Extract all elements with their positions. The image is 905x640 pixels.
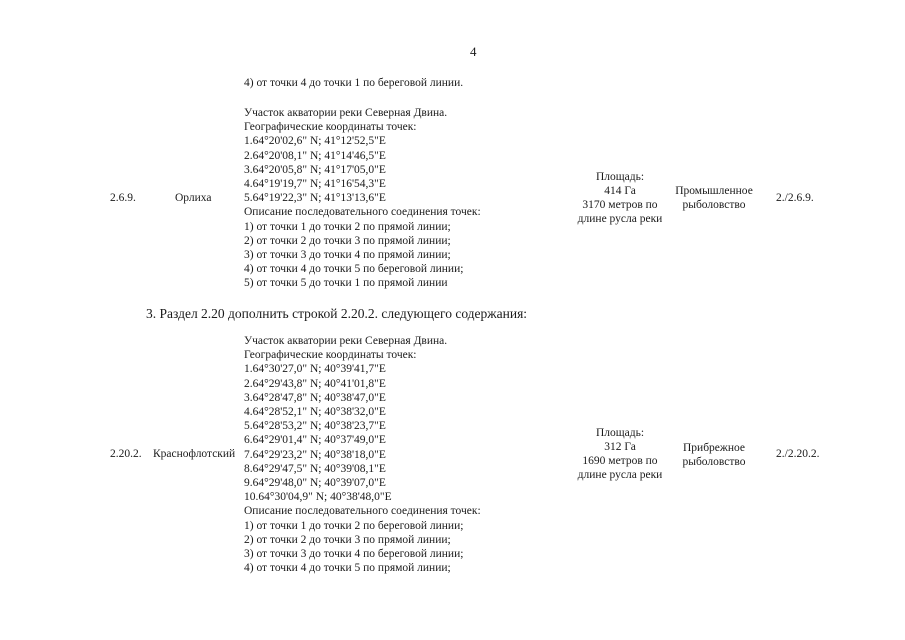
entry-name: Орлиха xyxy=(175,192,212,204)
description-line: 3) от точки 3 до точки 4 по береговой линии; xyxy=(244,548,464,560)
area-cell xyxy=(566,426,674,482)
use-type-line: Промышленное xyxy=(675,185,753,197)
description-line: 4) от точки 4 до точки 5 по прямой линии; xyxy=(244,562,451,575)
area-cell xyxy=(566,170,674,226)
description-line: 1.64°20'02,6" N; 41°12'52,5"E xyxy=(244,135,386,148)
description-line: 4.64°28'52,1" N; 40°38'32,0"E xyxy=(244,406,386,418)
description-line: Географические координаты точек: xyxy=(244,121,417,134)
area-line: длине русла реки xyxy=(577,213,663,225)
use-type-line: рыболовство xyxy=(682,199,746,211)
description-line: 5.64°19'22,3" N; 41°13'13,6"E xyxy=(244,192,386,205)
description-line: Географические координаты точек: xyxy=(244,349,417,362)
continuation-line: 4) от точки 4 до точки 1 по береговой линии. xyxy=(244,77,464,89)
description-line: 2.64°29'43,8" N; 40°41'01,8"E xyxy=(244,377,386,390)
description-line: 5.64°28'53,2" N; 40°38'23,7"E xyxy=(244,420,386,433)
description-line: 3) от точки 3 до точки 4 по прямой линии; xyxy=(244,249,451,261)
description-line: 1) от точки 1 до точки 2 по береговой линии; xyxy=(244,519,464,532)
area-line: Площадь: xyxy=(595,171,645,183)
area-line: 1690 метров по xyxy=(582,455,658,467)
page-number: 4 xyxy=(470,44,477,59)
description-line: 5) от точки 5 до точки 1 по прямой линии xyxy=(244,277,448,290)
area-line: длине русла реки xyxy=(577,469,663,481)
description-line: 2.64°20'08,1" N; 41°14'46,5"E xyxy=(244,149,386,162)
area-line: 414 Га xyxy=(604,185,636,197)
description-line: 2) от точки 2 до точки 3 по прямой линии; xyxy=(244,234,451,247)
description-line: 4.64°19'19,7" N; 41°16'54,3"E xyxy=(244,178,386,190)
description-line: 6.64°29'01,4" N; 40°37'49,0"E xyxy=(244,434,386,447)
reference-cell: 2./2.20.2. xyxy=(776,448,820,460)
use-type-line: рыболовство xyxy=(682,456,746,468)
use-type-cell xyxy=(664,441,764,469)
area-line: 312 Га xyxy=(604,441,636,453)
description-line: 8.64°29'47,5" N; 40°39'08,1"E xyxy=(244,462,386,475)
description-line: 4) от точки 4 до точки 5 по береговой линии; xyxy=(244,263,464,276)
description-line: 3.64°28'47,8" N; 40°38'47,0"E xyxy=(244,391,386,404)
area-line: Площадь: xyxy=(595,427,645,439)
description-line: 1) от точки 1 до точки 2 по прямой линии; xyxy=(244,220,451,233)
description-line: 2) от точки 2 до точки 3 по прямой линии; xyxy=(244,533,451,546)
description-line: 1.64°30'27,0" N; 40°39'41,7"E xyxy=(244,363,386,376)
description-line: 9.64°29'48,0" N; 40°39'07,0"E xyxy=(244,477,386,489)
reference-cell: 2./2.6.9. xyxy=(776,192,814,204)
description-line: Участок акватории реки Северная Двина. xyxy=(244,107,448,119)
description-line: 7.64°29'23,2" N; 40°38'18,0"E xyxy=(244,448,386,461)
description-line: Участок акватории реки Северная Двина. xyxy=(244,335,448,347)
use-type-line: Прибрежное xyxy=(682,442,745,454)
entry-number: 2.20.2. xyxy=(110,448,142,460)
description-line: Описание последовательного соединения точек: xyxy=(244,505,481,518)
section-heading: 3. Раздел 2.20 дополнить строкой 2.20.2. следующего содержания: xyxy=(146,306,528,321)
use-type-cell xyxy=(664,184,764,212)
description-line: 3.64°20'05,8" N; 41°17'05,0"E xyxy=(244,163,386,176)
area-line: 3170 метров по xyxy=(582,199,658,211)
entry-number: 2.6.9. xyxy=(110,192,136,204)
entry-name: Краснофлотский xyxy=(153,448,236,460)
description-line: Описание последовательного соединения точек: xyxy=(244,206,481,219)
description-line: 10.64°30'04,9" N; 40°38'48,0"E xyxy=(244,491,392,504)
